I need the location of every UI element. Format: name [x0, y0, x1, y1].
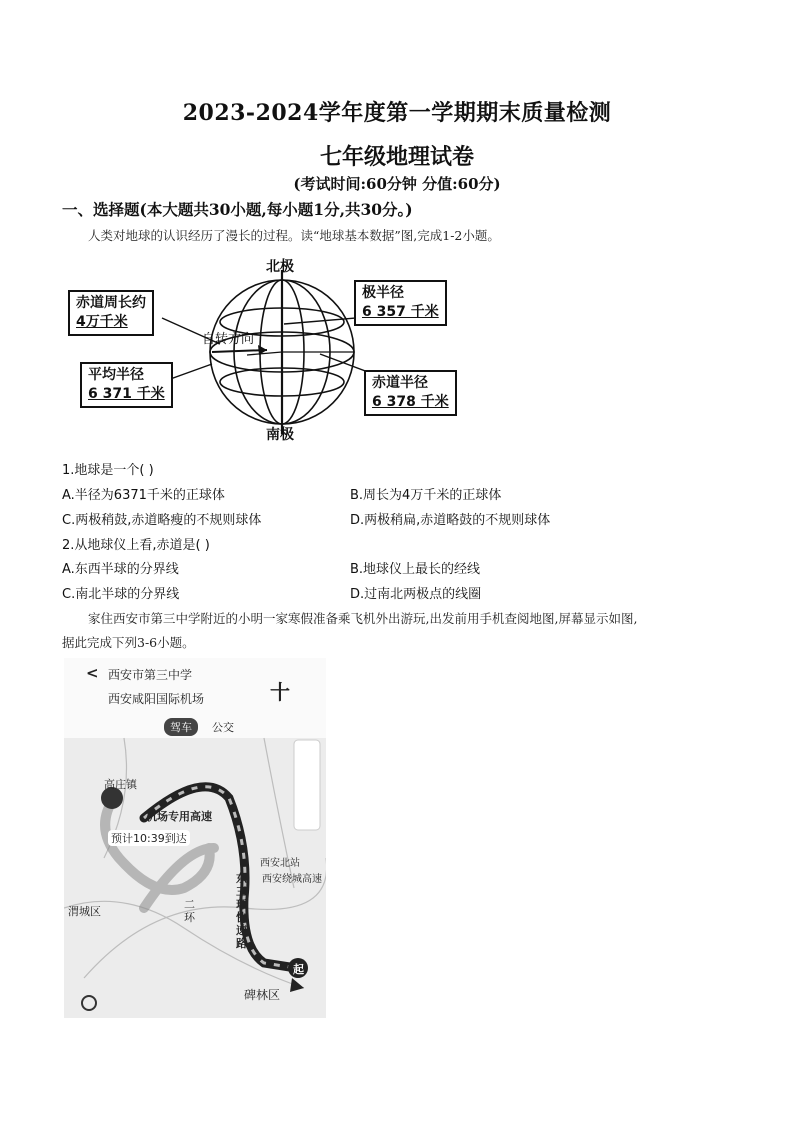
south-pole-label: 南极 — [266, 427, 294, 443]
equator-radius-box: 赤道半径 6 378 千米 — [364, 370, 457, 416]
question-1-option-a[interactable]: A.半径为6371千米的正球体 — [62, 488, 225, 503]
equator-circumference-box: 赤道周长约 4万千米 — [68, 290, 154, 336]
map-back-icon[interactable]: < — [86, 664, 99, 682]
rotation-label: 自转方向 — [202, 332, 255, 347]
intro-paragraph-2-line-2: 据此完成下列3-6小题。 — [62, 635, 195, 650]
question-1-stem: 1.地球是一个( ) — [62, 463, 154, 478]
map-origin[interactable]: 西安市第三中学 — [108, 668, 193, 682]
question-1-option-c[interactable]: C.两极稍鼓,赤道略瘦的不规则球体 — [62, 513, 262, 528]
drive-tab[interactable]: 驾车 — [164, 718, 198, 736]
intro-paragraph-2-line-1: 家住西安市第三中学附近的小明一家寒假准备乘飞机外出游玩,出发前用手机查阅地图,屏幕显示如图, — [88, 611, 638, 626]
polar-radius-box: 极半径 6 357 千米 — [354, 280, 447, 326]
map-label-ring2: 二环 — [184, 898, 195, 924]
map-label-district-1: 渭城区 — [68, 905, 101, 918]
map-label-road: 东三环快速路 — [236, 872, 247, 950]
mean-radius-box: 平均半径 6 371 千米 — [80, 362, 173, 408]
map-destination[interactable]: 西安咸阳国际机场 — [108, 692, 205, 706]
map-label-ring: 西安绕城高速 — [262, 874, 322, 885]
section-heading: 一、选择题(本大题共30小题,每小题1分,共30分。) — [62, 200, 413, 219]
map-label-town: 高庄镇 — [104, 778, 137, 791]
transit-tab[interactable]: 公交 — [212, 721, 234, 734]
add-waypoint-icon[interactable]: 十 — [270, 680, 290, 704]
exam-title: 2023-2024学年度第一学期期末质量检测 — [182, 100, 612, 126]
exam-info: (考试时间:60分钟 分值:60分) — [293, 175, 501, 193]
north-pole-label: 北极 — [266, 259, 294, 275]
globe-figure — [62, 252, 462, 442]
question-1-option-b[interactable]: B.周长为4万千米的正球体 — [350, 488, 502, 503]
phone-map-screenshot — [64, 658, 326, 1018]
map-eta: 预计10:39到达 — [108, 830, 190, 846]
map-label-highway: 机场专用高速 — [146, 810, 212, 823]
question-2-option-b[interactable]: B.地球仪上最长的经线 — [350, 562, 481, 577]
question-2-stem: 2.从地球仪上看,赤道是( ) — [62, 538, 210, 553]
question-2-option-c[interactable]: C.南北半球的分界线 — [62, 587, 180, 602]
exam-subtitle: 七年级地理试卷 — [319, 144, 474, 170]
map-start-label: 起 — [293, 963, 304, 976]
intro-paragraph-1: 人类对地球的认识经历了漫长的过程。读“地球基本数据”图,完成1-2小题。 — [88, 228, 500, 243]
map-label-station: 西安北站 — [260, 858, 300, 869]
question-1-option-d[interactable]: D.两极稍扁,赤道略鼓的不规则球体 — [350, 513, 551, 528]
map-label-district-2: 碑林区 — [244, 988, 281, 1002]
map-roads — [64, 658, 326, 1018]
question-2-option-d[interactable]: D.过南北两极点的线圈 — [350, 587, 482, 602]
question-2-option-a[interactable]: A.东西半球的分界线 — [62, 562, 179, 577]
